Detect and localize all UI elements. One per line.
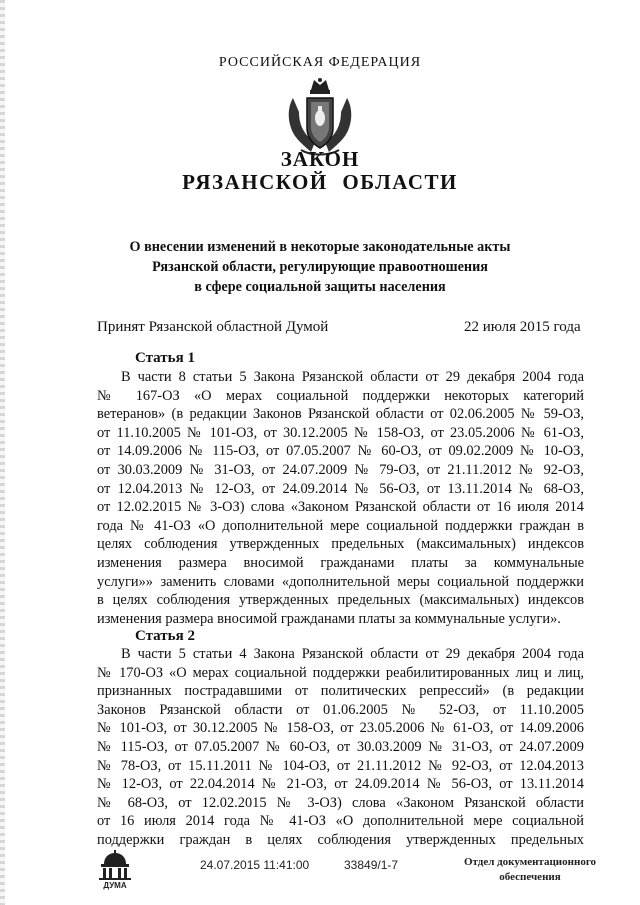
adopted-by: Принят Рязанской областной Думой <box>97 319 329 335</box>
law-title: ЗАКОН <box>280 147 360 171</box>
duma-logo-text: ДУМА <box>103 881 127 890</box>
text-line: от 16 июля 2014 года № 41-ОЗ «О дополнительной мере социальной <box>97 813 584 830</box>
text-line: услуги»» заменить словами «дополнительной меры социальной поддержки <box>97 573 584 590</box>
text-line: от 14.09.2006 № 115-ОЗ, от 07.05.2007 № 60-ОЗ, от 09.02.2009 № 10-ОЗ, <box>97 443 584 460</box>
text-line: от 12.02.2015 № 3-ОЗ) слова «Законом Рязанской области от 16 июля 2014 <box>97 499 584 516</box>
country-name: РОССИЙСКАЯ ФЕДЕРАЦИЯ <box>218 55 422 70</box>
article-2-text <box>97 645 584 850</box>
adoption-date: 22 июля 2015 года <box>464 319 581 335</box>
text-line: № 115-ОЗ, от 07.05.2007 № 60-ОЗ, от 30.03.2009 № 31-ОЗ, от 24.07.2009 <box>97 738 584 755</box>
text-line: изменения размера вносимой гражданами платы за коммунальные услуги». <box>97 610 561 627</box>
article-1-heading: Статья 1 <box>135 350 195 366</box>
text-line: года № 41-ОЗ «О дополнительной мере социальной поддержки граждан в <box>97 517 584 534</box>
text-line: поддержки граждан в целях соблюдения утвержденных предельных <box>97 831 584 848</box>
text-line: изменения размера вносимой гражданами платы за коммунальные <box>97 554 584 571</box>
footer-timestamp: 24.07.2015 11:41:00 <box>200 858 310 872</box>
text-line: Законов Рязанской области от 01.06.2005 № 52-ОЗ, от 11.10.2005 <box>97 701 584 718</box>
department-stamp <box>450 855 610 885</box>
law-subject <box>60 237 580 297</box>
text-line: в целях соблюдения утвержденных предельных (максимальных) индексов <box>97 592 584 609</box>
text-line: № 78-ОЗ, от 15.11.2011 № 104-ОЗ, от 21.11.2012 № 92-ОЗ, от 12.04.2013 <box>97 757 584 774</box>
text-line: В части 5 статьи 4 Закона Рязанской области от 29 декабря 2004 года <box>121 646 584 662</box>
ryazan-coat-of-arms-icon <box>285 76 355 158</box>
text-line: № 68-ОЗ, от 12.02.2015 № 3-ОЗ) слова «Законом Рязанской области <box>97 794 584 811</box>
text-line: от 30.03.2009 № 31-ОЗ, от 24.07.2009 № 79-ОЗ, от 21.11.2012 № 92-ОЗ, <box>97 461 584 478</box>
text-line: № 167-ОЗ «О мерах социальной поддержки некоторых категорий <box>97 387 584 404</box>
subject-line: О внесении изменений в некоторые законодательные акты <box>129 239 511 255</box>
subject-line: Рязанской области, регулирующие правоотношения <box>152 259 488 275</box>
stamp-line: обеспечения <box>499 871 561 883</box>
text-line: № 170-ОЗ «О мерах социальной поддержки реабилитированных лиц и лиц, <box>97 664 584 681</box>
text-line: от 12.04.2013 № 12-ОЗ, от 24.09.2014 № 56-ОЗ, от 13.11.2014 № 68-ОЗ, <box>97 480 584 497</box>
law-region: РЯЗАНСКОЙ ОБЛАСТИ <box>182 170 458 194</box>
duma-logo-icon <box>95 850 135 890</box>
article-1-text <box>97 368 584 628</box>
article-2-heading: Статья 2 <box>135 628 195 644</box>
text-line: признанных пострадавшими от политических репрессий» (в редакции <box>97 683 584 700</box>
subject-line: в сфере социальной защиты населения <box>194 279 446 295</box>
scan-edge <box>0 0 5 905</box>
text-line: целях соблюдения утвержденных предельных (максимальных) индексов <box>97 536 584 553</box>
text-line: № 12-ОЗ, от 22.04.2014 № 21-ОЗ, от 24.09.2014 № 56-ОЗ, от 13.11.2014 <box>97 776 584 793</box>
stamp-line: Отдел документационного <box>463 856 597 868</box>
text-line: В части 8 статьи 5 Закона Рязанской области от 29 декабря 2004 года <box>121 369 584 385</box>
text-line: № 101-ОЗ, от 30.12.2005 № 158-ОЗ, от 23.05.2006 № 61-ОЗ, от 14.09.2006 <box>97 720 584 737</box>
text-line: от 11.10.2005 № 101-ОЗ, от 30.12.2005 № 158-ОЗ, от 23.05.2006 № 61-ОЗ, <box>97 424 584 441</box>
footer-reg-number: 33849/1-7 <box>344 858 399 872</box>
text-line: ветеранов» (в редакции Законов Рязанской области от 02.06.2005 № 59-ОЗ, <box>97 406 584 423</box>
